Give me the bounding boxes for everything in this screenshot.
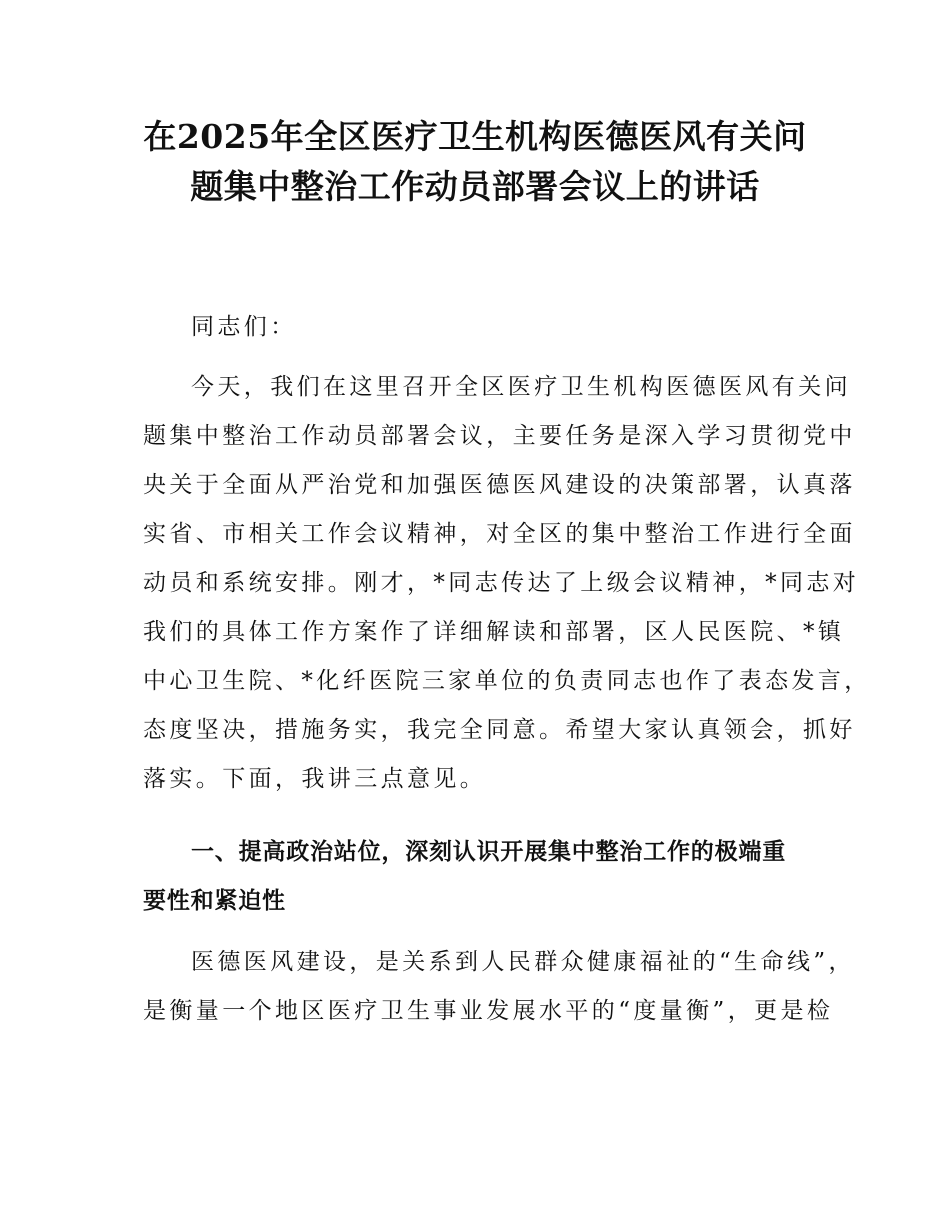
paragraph-section-1	[143, 938, 855, 1036]
heading-line: 一、提高政治站位，深刻认识开展集中整治工作的极端重	[191, 839, 786, 865]
paragraph-line: 医德医风建设，是关系到人民群众健康福祉的“生命线”，	[191, 949, 855, 975]
greeting	[143, 303, 813, 352]
paragraph-line: 是衡量一个地区医疗卫生事业发展水平的“度量衡”，更是检	[143, 998, 834, 1024]
paragraph-line: 动员和系统安排。刚才，*同志传达了上级会议精神，*同志对	[143, 570, 860, 596]
paragraph-line: 题集中整治工作动员部署会议，主要任务是深入学习贯彻党中	[143, 423, 856, 449]
paragraph-line: 落实。下面，我讲三点意见。	[143, 766, 487, 792]
document-title	[120, 112, 830, 212]
greeting-text: 同志们：	[191, 314, 297, 340]
paragraph-line: 今天，我们在这里召开全区医疗卫生机构医德医风有关问	[191, 374, 851, 400]
title-line: 在2025年全区医疗卫生机构医德医风有关问	[143, 117, 807, 156]
section-heading-1	[143, 828, 823, 926]
title-line: 题集中整治工作动员部署会议上的讲话	[190, 167, 760, 206]
heading-line: 要性和紧迫性	[143, 888, 286, 914]
paragraph-opening	[143, 363, 871, 804]
paragraph-line: 态度坚决，措施务实，我完全同意。希望大家认真领会，抓好	[143, 717, 856, 743]
paragraph-line: 央关于全面从严治党和加强医德医风建设的决策部署，认真落	[143, 472, 856, 498]
paragraph-line: 实省、市相关工作会议精神，对全区的集中整治工作进行全面	[143, 521, 856, 547]
paragraph-line: 我们的具体工作方案作了详细解读和部署，区人民医院、*镇	[143, 619, 845, 645]
paragraph-line: 中心卫生院、*化纤医院三家单位的负责同志也作了表态发言，	[143, 668, 871, 694]
